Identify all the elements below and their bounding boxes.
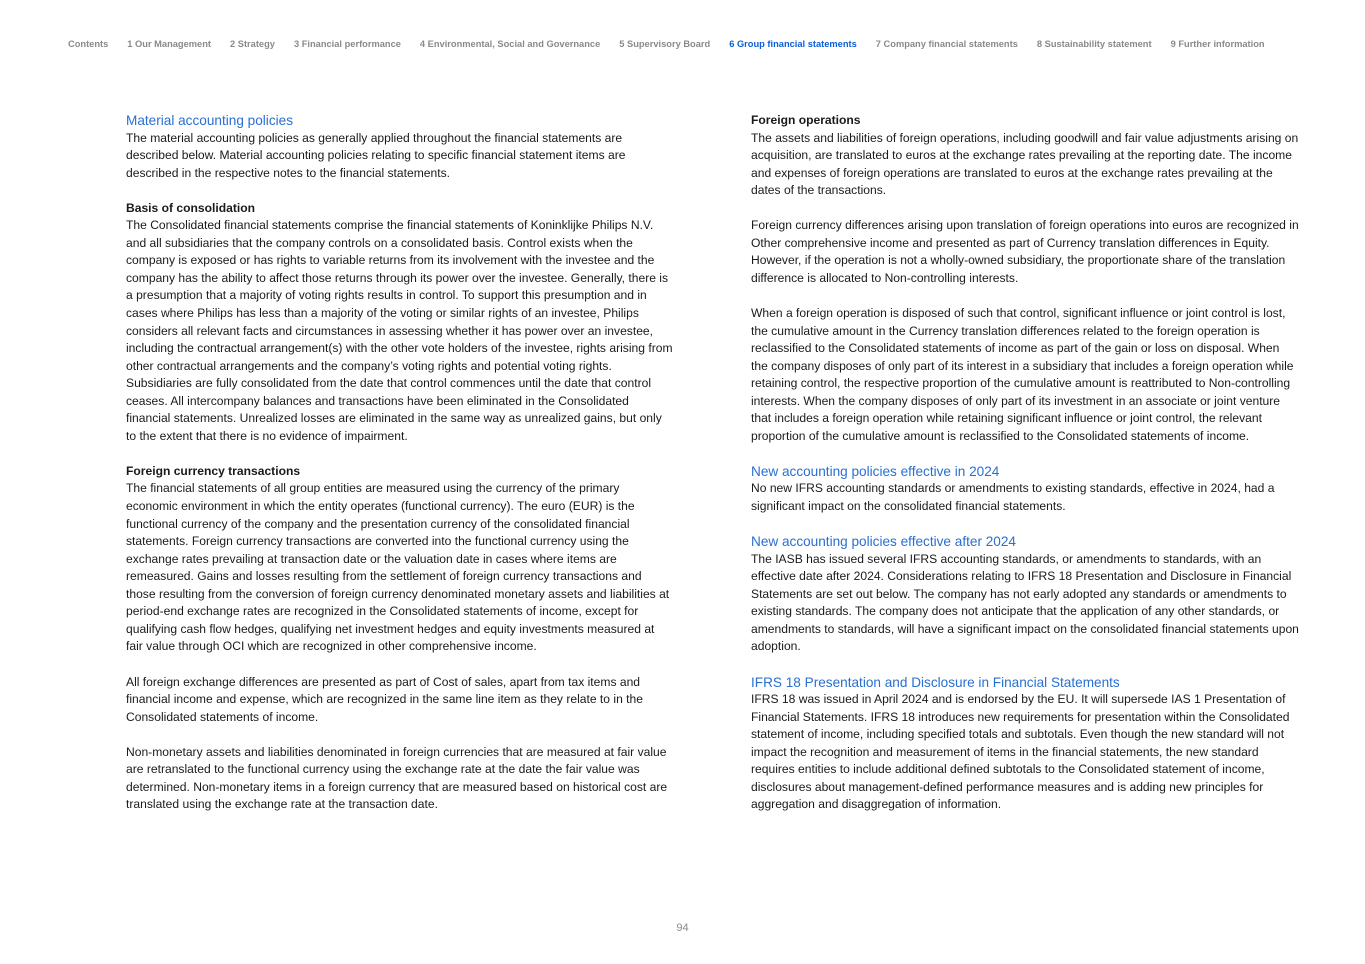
paragraph: Non-monetary assets and liabilities denominated in foreign currencies that are measured at fair value are retranslated to the functional currency using the exchange rate at the date the fair value was determined. Non-monetary items in a foreign currency that are measured based on historical cost are translated using the exchange rate at the transaction date. — [126, 744, 668, 812]
page-number: 94 — [676, 922, 689, 934]
paragraph: IFRS 18 was issued in April 2024 and is endorsed by the EU. It will supersede IAS 1 Presentation of Financial Statements. IFRS 18 introduces new requirements for presentation within the Consolidated statement of income, including specified totals and subtotals. Even though the new standard will not impact the recognition and measurement of items in the financial statements, the new standard requires entities to include additional defined subtotals to the Consolidated statement of income, disclosures about management-defined performance measures and is adding new principles for aggregation and disaggregation of information. — [751, 692, 1290, 812]
nav-further-information[interactable]: 9 Further information — [1170, 39, 1265, 49]
top-navigation — [68, 39, 1284, 49]
nav-company-financial-statements[interactable]: 7 Company financial statements — [875, 39, 1018, 49]
paragraph: No new IFRS accounting standards or amendments to existing standards, effective in 2024, had a significant impact on the consolidated financial statements. — [751, 481, 1275, 514]
nav-supervisory-board[interactable]: 5 Supervisory Board — [619, 39, 711, 49]
nav-esg[interactable]: 4 Environmental, Social and Governance — [419, 39, 601, 49]
nav-strategy[interactable]: 2 Strategy — [230, 39, 275, 49]
nav-group-financial-statements[interactable]: 6 Group financial statements — [729, 39, 857, 49]
section-heading: Material accounting policies — [126, 113, 293, 128]
paragraph: All foreign exchange differences are presented as part of Cost of sales, apart from tax items and financial income and expense, which are recognized in the same line item as they relate to in the Consolidated statements of income. — [126, 674, 643, 724]
section-heading: New accounting policies effective in 2024 — [751, 463, 1000, 479]
paragraph: The material accounting policies as generally applied throughout the financial statements are described below. Material accounting policies relating to specific financial statement items are described in the respective notes to the financial statements. — [126, 130, 626, 180]
section-heading: IFRS 18 Presentation and Disclosure in Financial Statements — [751, 674, 1120, 690]
paragraph: The Consolidated financial statements comprise the financial statements of Koninklijke Philips N.V. and all subsidiaries that the company controls on a consolidated basis. Control exists when the company is exposed or has rights to variable returns from its involvement with the investee and the company has the ability to affect those returns through its power over the investee. Generally, there is a presumption that a majority of voting rights results in control. To support this presumption and in cases where Philips has less than a majority of the voting or similar rights of an investee, Philips considers all relevant facts and circumstances in assessing whether it has power over an investee, including the contractual arrangement(s) with the other vote holders of the investee, rights arising from other contractual arrangements and the company’s voting rights and potential voting rights. Subsidiaries are fully consolidated from the date that control commences until the date that control ceases. All intercompany balances and transactions have been eliminated in the Consolidated financial statements. Unrealized losses are eliminated in the same way as unrealized gains, but only to the extent that there is no evidence of impairment. — [126, 218, 673, 443]
nav-our-management[interactable]: 1 Our Management — [127, 39, 211, 49]
paragraph: The assets and liabilities of foreign operations, including goodwill and fair value adjustments arising on acquisition, are translated to euros at the exchange rates prevailing at the reporting date. The income and expenses of foreign operations are translated to euros at the exchange rates prevailing at the dates of the transactions. — [751, 130, 1299, 198]
paragraph: The IASB has issued several IFRS accounting standards, or amendments to standards, with an effective date after 2024. Considerations relating to IFRS 18 Presentation and Disclosure in Financial Statements are set out below. The company has not early adopted any standards or amendments to existing standards. The company does not anticipate that the application of any other standards, or amendments to standards, will have a significant impact on the consolidated financial statements upon adoption. — [751, 551, 1299, 654]
nav-contents[interactable]: Contents — [68, 39, 109, 49]
subheading: Foreign operations — [751, 113, 861, 127]
paragraph: Foreign currency differences arising upon translation of foreign operations into euros are recognized in Other comprehensive income and presented as part of Currency translation differences in Equity. However, if the operation is not a wholly-owned subsidiary, the proportionate share of the translation difference is allocated to Non-controlling interests. — [751, 218, 1299, 285]
nav-financial-performance[interactable]: 3 Financial performance — [293, 39, 401, 49]
subheading: Foreign currency transactions — [126, 463, 301, 478]
nav-sustainability-statement[interactable]: 8 Sustainability statement — [1036, 39, 1152, 49]
right-column — [751, 112, 1299, 831]
left-column — [126, 112, 674, 831]
section-heading: New accounting policies effective after 2024 — [751, 534, 1016, 550]
paragraph: The financial statements of all group entities are measured using the currency of the primary economic environment in which the entity operates (functional currency). The euro (EUR) is the functional currency of the company and the presentation currency of the consolidated financial statements. Foreign currency transactions are converted into the functional currency using the exchange rates prevailing at transaction date or the valuation date in cases where items are remeasured. Gains and losses resulting from the settlement of foreign currency transactions and those resulting from the conversion of foreign currency denominated monetary assets and liabilities at period-end exchange rates are recognized in the Consolidated statements of income, except for qualifying cash flow hedges, qualifying net investment hedges and equity investments measured at fair value through OCI which are recognized in other comprehensive income. — [126, 481, 670, 654]
paragraph: When a foreign operation is disposed of such that control, significant influence or joint control is lost, the cumulative amount in the Currency translation differences related to the foreign operation is reclassified to the Consolidated statements of income as part of the gain or loss on disposal. When the company disposes of only part of its interest in a subsidiary that includes a foreign operation while retaining control, the respective proportion of the cumulative amount is reattributed to Non-controlling interests. When the company disposes of only part of its investment in an associate or joint venture that includes a foreign operation while retaining significant influence or joint control, the relevant proportion of the cumulative amount is reclassified to the Consolidated statements of income. — [751, 306, 1294, 443]
subheading: Basis of consolidation — [126, 200, 256, 215]
